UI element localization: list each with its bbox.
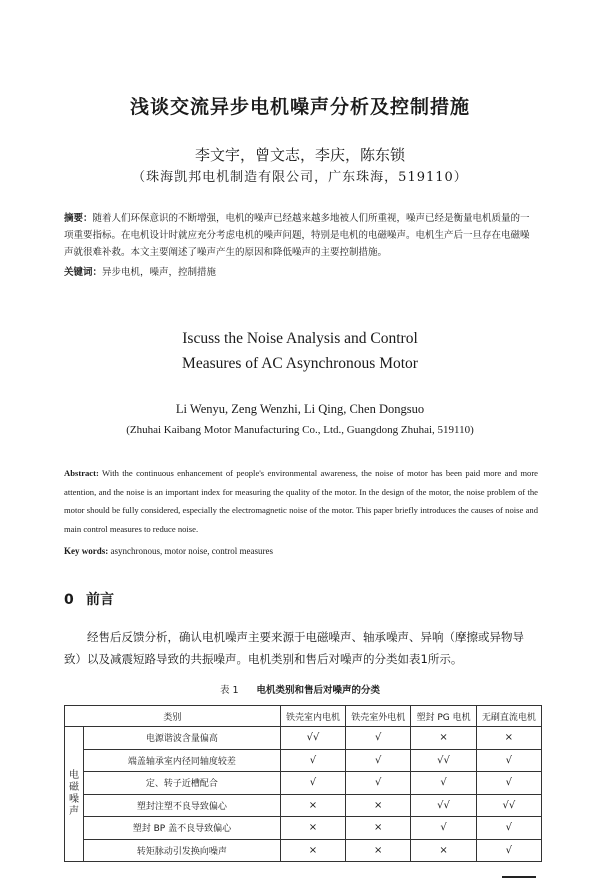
table-cell: ×	[411, 839, 476, 862]
authors-en: Li Wenyu, Zeng Wenzhi, Li Qing, Chen Dongsuo	[175, 402, 425, 416]
section-heading	[64, 589, 114, 609]
table-header-col: 铁壳室外电机	[346, 706, 411, 727]
abstract-en	[64, 464, 538, 538]
abstract-cn	[64, 210, 538, 261]
table-row-label: 定、转子近槽配合	[84, 772, 281, 795]
keywords-en-text: asynchronous, motor noise, control measures	[110, 546, 273, 556]
table-cell: √	[476, 817, 541, 840]
noise-classification-table	[64, 705, 542, 862]
keywords-cn-text: 异步电机，噪声，控制措施	[102, 267, 217, 278]
section-title: 前言	[86, 592, 114, 608]
table-cell: ×	[280, 794, 345, 817]
table-header-col: 无刷直流电机	[476, 706, 541, 727]
table-cell: √	[346, 749, 411, 772]
table-cell: ×	[346, 817, 411, 840]
paper-title-cn: 浅谈交流异步电机噪声分析及控制措施	[129, 96, 470, 118]
table-cell: √	[346, 727, 411, 750]
table-cell: ×	[280, 817, 345, 840]
table-cell: √√	[476, 794, 541, 817]
table-cell: ×	[280, 839, 345, 862]
paper-title-en	[0, 326, 600, 376]
abstract-en-label: Abstract:	[64, 468, 99, 478]
table-header-row	[65, 706, 542, 727]
abstract-cn-label: 摘要：	[64, 213, 93, 224]
table-cell: ×	[346, 839, 411, 862]
abstract-en-text: With the continuous enhancement of people's environmental awareness, the noise of motor has been paid more and more attention, and the noise is an important index for measuring the quality of the motor. In the design of the motor, the noise problem of the motor should be fully considered, especially the electromagnetic noise of the motor. This paper briefly introduces the causes of noise and main control measures to reduce noise.	[64, 468, 538, 534]
paper-title-en-line1: Iscuss the Noise Analysis and Control	[182, 330, 418, 347]
table-cell: ×	[346, 794, 411, 817]
table-row	[65, 727, 542, 750]
abstract-cn-text: 随着人们环保意识的不断增强，电机的噪声已经越来越多地被人们所重视，噪声已经是衡量电机质量的一项重要指标。在电机设计时就应充分考虑电机的噪声问题，特别是电机的电磁噪声。电机生产后一旦存在电磁噪声就很难补救。本文主要阐述了噪声产生的原因和降低噪声的主要控制措施。	[64, 213, 530, 258]
keywords-en	[64, 546, 273, 556]
table-cell: √	[280, 772, 345, 795]
keywords-cn	[64, 264, 538, 281]
keywords-cn-label: 关键词：	[64, 267, 103, 278]
table-row-label: 端盖轴承室内径同轴度较差	[84, 749, 281, 772]
table-header-col: 塑封 PG 电机	[411, 706, 476, 727]
table-caption-text: 电机类别和售后对噪声的分类	[256, 685, 381, 696]
table-cell: ×	[411, 727, 476, 750]
table-cell: √	[346, 772, 411, 795]
table-caption	[0, 682, 600, 696]
table-header-category: 类别	[65, 706, 281, 727]
table-row	[65, 839, 542, 862]
table-cell: √	[476, 749, 541, 772]
table-row-label: 电源谐波含量偏高	[84, 727, 281, 750]
authors-cn: 李文宇，曾文志，李庆，陈东锁	[194, 146, 405, 164]
table-cell: ×	[476, 727, 541, 750]
table-cell: √	[476, 839, 541, 862]
table-cell: √√	[280, 727, 345, 750]
table-row	[65, 794, 542, 817]
keywords-en-label: Key words:	[64, 546, 109, 556]
table-label: 表 1	[219, 685, 239, 696]
table-row-label: 塑封注塑不良导致偏心	[84, 794, 281, 817]
table-cell: √√	[411, 794, 476, 817]
section-number: 0	[64, 592, 74, 608]
table-row	[65, 817, 542, 840]
table-cell: √	[280, 749, 345, 772]
table-row	[65, 749, 542, 772]
table-row-label: 塑封 BP 盖不良导致偏心	[84, 817, 281, 840]
table-cell: √	[411, 772, 476, 795]
table-group-label: 电磁噪声	[65, 727, 84, 862]
affiliation-cn: （珠海凯邦电机制造有限公司，广东珠海，519110）	[132, 170, 468, 185]
table-header-col: 铁壳室内电机	[280, 706, 345, 727]
table-cell: √	[411, 817, 476, 840]
table-row-label: 转矩脉动引发换向噪声	[84, 839, 281, 862]
affiliation-en: (Zhuhai Kaibang Motor Manufacturing Co., Ltd., Guangdong Zhuhai, 519110)	[126, 424, 474, 436]
table-cell: √√	[411, 749, 476, 772]
body-paragraph: 经售后反馈分析，确认电机噪声主要来源于电磁噪声、轴承噪声、异响（摩擦或异物导致）以及减震短路导致的共振噪声。电机类别和售后对噪声的分类如表1所示。	[64, 630, 524, 666]
paper-title-en-line2: Measures of AC Asynchronous Motor	[182, 355, 418, 372]
table-cell: √	[476, 772, 541, 795]
page-number-mark	[502, 876, 536, 878]
table-row	[65, 772, 542, 795]
